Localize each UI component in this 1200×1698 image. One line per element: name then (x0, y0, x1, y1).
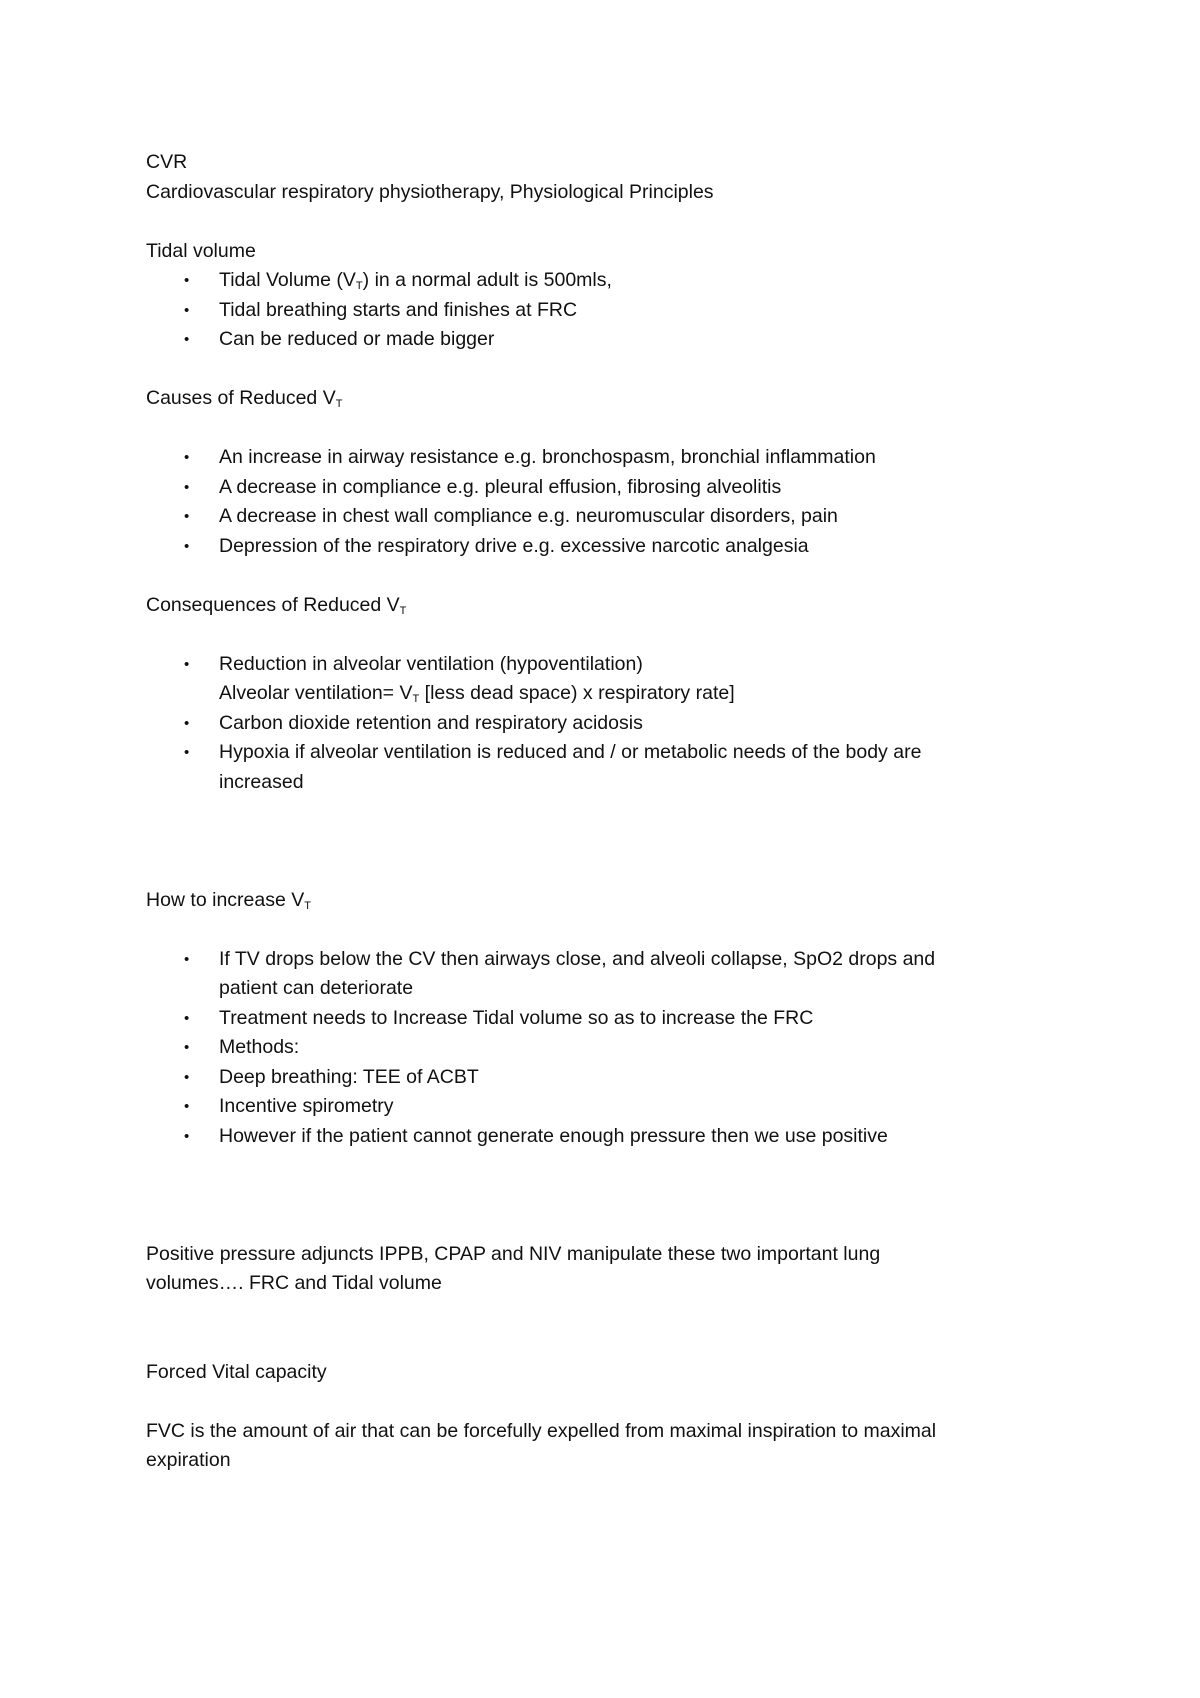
bullet-icon: • (184, 1039, 190, 1056)
list-item: • Depression of the respiratory drive e.g. excessive narcotic analgesia (146, 532, 1066, 562)
list-item: • Tidal breathing starts and finishes at FRC (146, 296, 1066, 326)
list-item: • Deep breathing: TEE of ACBT (146, 1063, 1066, 1093)
document-body (146, 148, 1066, 1476)
list-item: • Tidal Volume $(V_T)$ in a normal adult is 500mls, (146, 266, 1066, 296)
positive-pressure-paragraph-line1: Positive pressure adjuncts IPPB, CPAP and NIV manipulate these two important lung (146, 1242, 881, 1265)
list-item: • Methods: (146, 1033, 1066, 1063)
tidal-volume-list (146, 266, 1066, 355)
bullet-icon: • (184, 272, 190, 289)
bullet-icon: • (184, 301, 190, 319)
list-item: • Reduction in alveolar ventilation (hypoventilation) Alveolar ventilation= $V_T$ [less dead space) x respiratory rate] (146, 650, 1066, 709)
bullet-icon: • (184, 331, 190, 348)
list-item: • However if the patient cannot generate enough pressure then we use positive (146, 1122, 1066, 1152)
section-heading-consequences: Consequences of Reduced $V_T$ (146, 593, 407, 617)
alveolar-ventilation-formula: Alveolar ventilation= $V_T$ [less dead space) x respiratory rate] (219, 682, 735, 705)
bullet-icon: • (184, 508, 190, 525)
causes-list (146, 443, 1066, 561)
section-heading-fvc: Forced Vital capacity (146, 1360, 327, 1383)
list-item: • Incentive spirometry (146, 1092, 1066, 1122)
bullet-icon: • (184, 1068, 190, 1086)
list-item: • Treatment needs to Increase Tidal volume so as to increase the FRC (146, 1004, 1066, 1034)
document-subtitle: Cardiovascular respiratory physiotherapy, Physiological Principles (146, 180, 714, 203)
bullet-icon: • (184, 537, 190, 555)
section-heading-tidal-volume: Tidal volume (146, 239, 256, 262)
increase-list (146, 945, 1066, 1152)
list-item: • Can be reduced or made bigger (146, 325, 1066, 355)
consequences-list (146, 650, 1066, 798)
bullet-icon: • (184, 449, 190, 466)
bullet-icon: • (184, 1098, 190, 1115)
list-item: • An increase in airway resistance e.g. bronchospasm, bronchial inflammation (146, 443, 1066, 473)
positive-pressure-paragraph-line2: volumes…. FRC and Tidal volume (146, 1272, 442, 1294)
list-item: • A decrease in chest wall compliance e.g. neuromuscular disorders, pain (146, 502, 1066, 532)
section-heading-causes: Causes of Reduced $V_T$ (146, 387, 343, 410)
section-heading-increase: How to increase $V_T$ (146, 888, 311, 912)
list-item: • Hypoxia if alveolar ventilation is reduced and / or metabolic needs of the body are increased (146, 738, 1066, 797)
fvc-definition-line2: expiration (146, 1449, 231, 1471)
list-item: • Carbon dioxide retention and respiratory acidosis (146, 709, 1066, 739)
bullet-icon: • (184, 950, 190, 968)
document-title: CVR (146, 151, 188, 173)
bullet-icon: • (184, 1009, 190, 1027)
bullet-icon: • (184, 478, 190, 496)
fvc-definition-line1: FVC is the amount of air that can be forcefully expelled from maximal inspiration to maximal (146, 1419, 937, 1442)
bullet-icon: • (184, 744, 190, 761)
bullet-icon: • (184, 1127, 190, 1145)
bullet-icon: • (184, 714, 190, 732)
list-item: • A decrease in compliance e.g. pleural effusion, fibrosing alveolitis (146, 473, 1066, 503)
list-item: • If TV drops below the CV then airways close, and alveoli collapse, SpO2 drops and patient can deteriorate (146, 945, 1066, 1004)
bullet-icon: • (184, 655, 190, 673)
